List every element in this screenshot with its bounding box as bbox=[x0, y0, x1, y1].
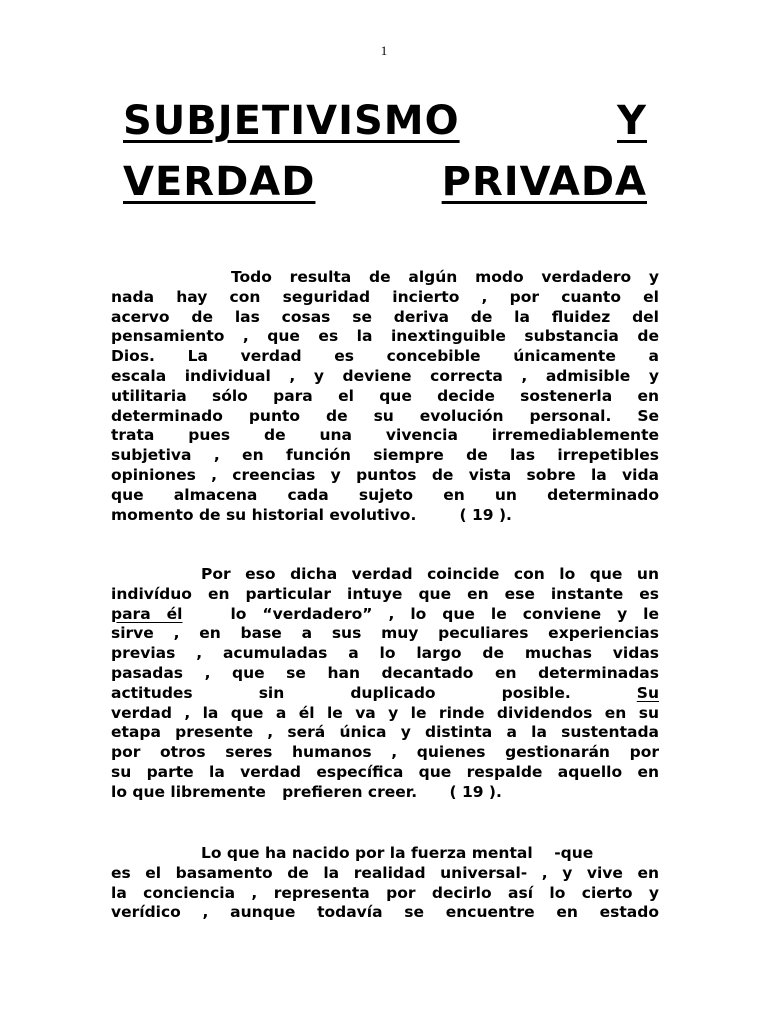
paragraph-3 bbox=[111, 844, 659, 923]
text-line bbox=[111, 605, 659, 625]
text-line: determinado punto de su evolución personal. Se bbox=[111, 406, 659, 425]
text-line: utilitaria sólo para el que decide sostenerla en bbox=[111, 386, 659, 405]
text-line: acervo de las cosas se deriva de la fluidez del bbox=[111, 307, 659, 326]
title-word: VERDAD bbox=[123, 159, 316, 205]
title-word: SUBJETIVISMO bbox=[123, 98, 460, 144]
text-line: previas , acumuladas a lo largo de muchas vidas bbox=[111, 644, 659, 663]
text-line: Lo que ha nacido por la fuerza mental -que bbox=[201, 844, 594, 862]
text-segment: lo “verdadero” , lo que le conviene y le bbox=[230, 604, 659, 623]
text-line: verdad , la que a él le va y le rinde dividendos en su bbox=[111, 703, 659, 722]
underlined-text: Su bbox=[636, 683, 659, 702]
text-line: Por eso dicha verdad coincide con lo que un bbox=[201, 565, 659, 583]
text-line bbox=[111, 684, 659, 704]
text-line: escala individual , y deviene correcta , admisible y bbox=[111, 366, 659, 385]
text-line: trata pues de una vivencia irremediablemente bbox=[111, 426, 659, 445]
text-line: pensamiento , que es la inextinguible substancia de bbox=[111, 327, 659, 346]
title-word: Y bbox=[617, 98, 647, 144]
text-line: momento de su historial evolutivo. ( 19 ). bbox=[111, 505, 512, 524]
text-line: su parte la verdad específica que respalde aquello en bbox=[111, 762, 659, 781]
text-line: es el basamento de la realidad universal- , y vive en bbox=[111, 863, 659, 882]
text-line: opiniones , creencias y puntos de vista sobre la vida bbox=[111, 465, 659, 484]
text-line: indivíduo en particular intuye que en ese instante es bbox=[111, 584, 659, 603]
text-line: que almacena cada sujeto en un determinado bbox=[111, 485, 659, 504]
text-line: subjetiva , en función siempre de las irrepetibles bbox=[111, 446, 659, 465]
underlined-text: para él bbox=[111, 604, 183, 623]
paragraph-2 bbox=[111, 565, 659, 803]
page-number: 1 bbox=[380, 43, 388, 58]
title-line-1 bbox=[123, 99, 647, 143]
text-line: la conciencia , representa por decirlo así lo cierto y bbox=[111, 883, 659, 902]
text-line: sirve , en base a sus muy peculiares experiencias bbox=[111, 624, 659, 643]
title-word: PRIVADA bbox=[441, 159, 647, 205]
text-segment: actitudes sin duplicado posible. bbox=[111, 683, 571, 702]
title-line-2 bbox=[123, 160, 647, 204]
text-line: etapa presente , será única y distinta a la sustentada bbox=[111, 723, 659, 742]
text-line: por otros seres humanos , quienes gestionarán por bbox=[111, 743, 659, 762]
text-line: verídico , aunque todavía se encuentre en estado bbox=[111, 903, 659, 922]
text-line: lo que libremente prefieren creer. ( 19 ). bbox=[111, 782, 502, 801]
text-line: Dios. La verdad es concebible únicamente a bbox=[111, 347, 659, 366]
text-line: Todo resulta de algún modo verdadero y bbox=[231, 268, 659, 286]
text-line: nada hay con seguridad incierto , por cuanto el bbox=[111, 287, 659, 306]
text-line: pasadas , que se han decantado en determinadas bbox=[111, 663, 659, 682]
paragraph-1 bbox=[111, 268, 659, 525]
